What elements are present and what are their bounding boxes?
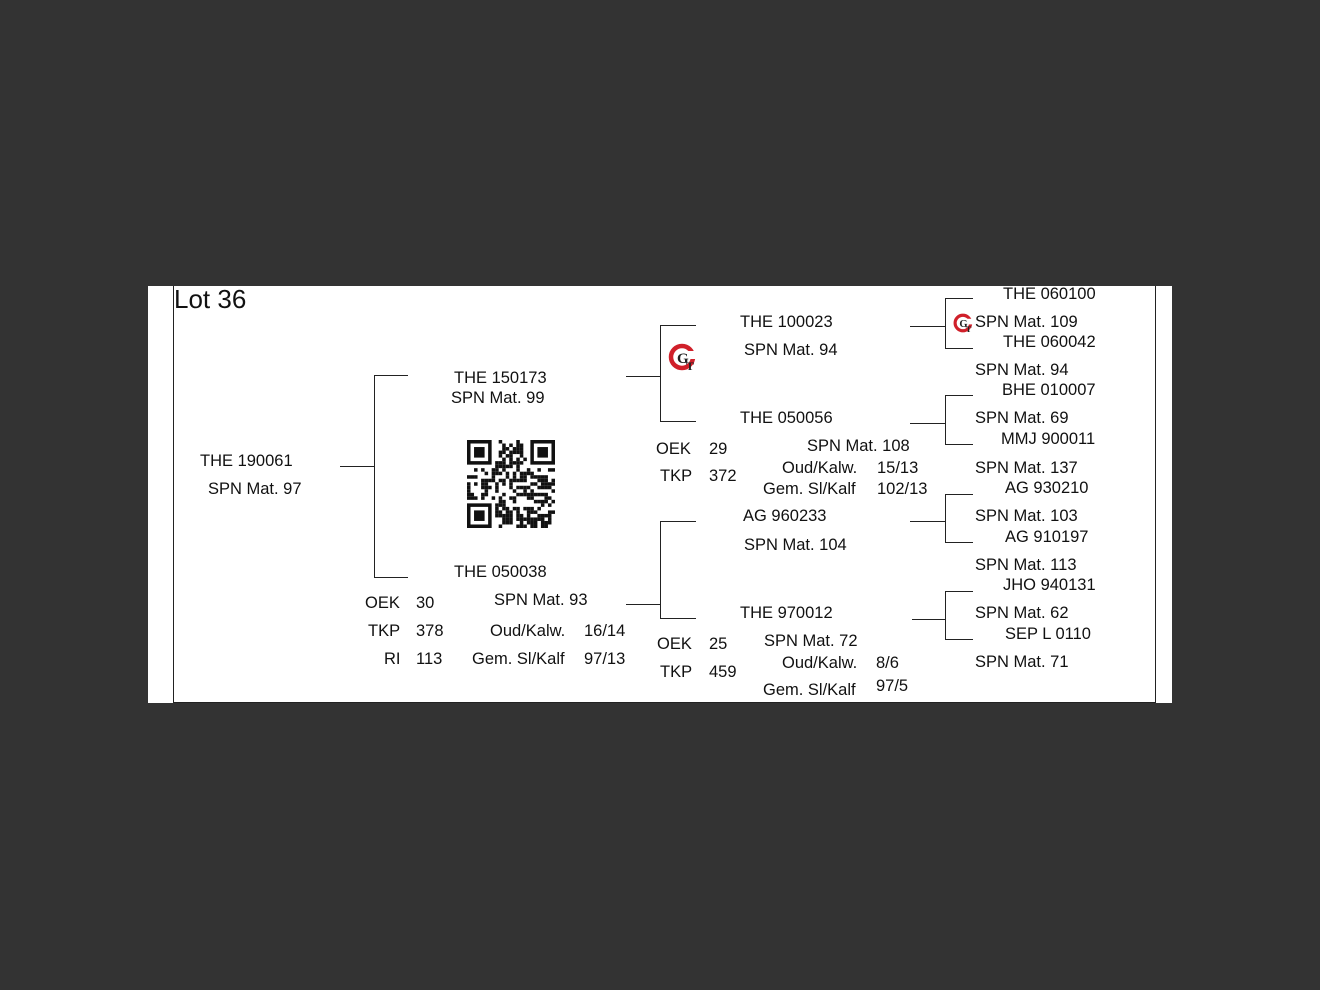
connector bbox=[626, 376, 660, 377]
connector bbox=[660, 325, 661, 422]
dam-oud: 16/14 bbox=[584, 622, 626, 640]
sd-gem: 102/13 bbox=[877, 480, 928, 498]
connector bbox=[945, 395, 946, 445]
connector bbox=[910, 521, 945, 522]
animal-mat: SPN Mat. 97 bbox=[208, 480, 302, 498]
ddd-id: SEP L 0110 bbox=[1005, 625, 1091, 643]
bottom-border bbox=[173, 702, 1156, 703]
gt-logo-icon bbox=[668, 340, 702, 374]
lot-number: Lot 36 bbox=[174, 286, 247, 314]
ds-id: AG 960233 bbox=[743, 507, 827, 525]
dd-mat: SPN Mat. 72 bbox=[764, 632, 858, 650]
dd-oud: 8/6 bbox=[876, 654, 899, 672]
ssd-id: THE 060042 bbox=[1003, 333, 1096, 351]
connector bbox=[660, 325, 696, 326]
sire-mat: SPN Mat. 99 bbox=[451, 389, 545, 407]
dam-tkp: 378 bbox=[416, 622, 444, 640]
dd-id: THE 970012 bbox=[740, 604, 833, 622]
dd-gem-label: Gem. Sl/Kalf bbox=[763, 681, 856, 699]
ds-mat: SPN Mat. 104 bbox=[744, 536, 847, 554]
sd-gem-label: Gem. Sl/Kalf bbox=[763, 480, 856, 498]
dd-oud-label: Oud/Kalw. bbox=[782, 654, 858, 672]
pedigree-document bbox=[148, 286, 1172, 703]
gt-logo-small-icon bbox=[953, 311, 977, 335]
connector bbox=[660, 521, 661, 619]
right-border bbox=[1155, 286, 1156, 703]
connector bbox=[626, 604, 660, 605]
connector bbox=[660, 618, 696, 619]
dam-gem-label: Gem. Sl/Kalf bbox=[472, 650, 565, 668]
ss-id: THE 100023 bbox=[740, 313, 833, 331]
connector bbox=[340, 466, 374, 467]
dam-tkp-label: TKP bbox=[368, 622, 401, 640]
connector bbox=[374, 375, 408, 376]
sd-oek: 29 bbox=[709, 440, 728, 458]
sdd-mat: SPN Mat. 137 bbox=[975, 459, 1078, 477]
qr-code bbox=[467, 440, 555, 528]
dss-id: AG 930210 bbox=[1005, 479, 1089, 497]
svg-text:G: G bbox=[959, 319, 968, 331]
connector bbox=[374, 375, 375, 578]
ddd-mat: SPN Mat. 71 bbox=[975, 653, 1069, 671]
sdd-id: MMJ 900011 bbox=[1001, 430, 1096, 448]
connector bbox=[945, 591, 973, 592]
ssd-mat: SPN Mat. 94 bbox=[975, 361, 1069, 379]
sds-mat: SPN Mat. 69 bbox=[975, 409, 1069, 427]
dss-mat: SPN Mat. 103 bbox=[975, 507, 1078, 525]
connector bbox=[945, 542, 973, 543]
sd-id: THE 050056 bbox=[740, 409, 833, 427]
connector bbox=[660, 421, 696, 422]
logo-letter-t: T bbox=[686, 359, 695, 373]
connector bbox=[910, 326, 945, 327]
connector bbox=[945, 494, 973, 495]
sds-id: BHE 010007 bbox=[1002, 381, 1096, 399]
sss-id: THE 060100 bbox=[1003, 286, 1096, 303]
dam-oek-label: OEK bbox=[365, 594, 400, 612]
dds-mat: SPN Mat. 62 bbox=[975, 604, 1069, 622]
sd-tkp: 372 bbox=[709, 467, 737, 485]
connector bbox=[945, 444, 973, 445]
connector bbox=[945, 639, 973, 640]
logo-letter-g: G bbox=[677, 351, 689, 367]
connector bbox=[660, 521, 696, 522]
dam-mat: SPN Mat. 93 bbox=[494, 591, 588, 609]
dsd-id: AG 910197 bbox=[1005, 528, 1089, 546]
dsd-mat: SPN Mat. 113 bbox=[975, 556, 1077, 574]
sd-oud: 15/13 bbox=[877, 459, 919, 477]
sss-mat: SPN Mat. 109 bbox=[975, 313, 1078, 331]
connector bbox=[910, 423, 945, 424]
svg-text:T: T bbox=[965, 324, 972, 335]
sd-oud-label: Oud/Kalw. bbox=[782, 459, 858, 477]
dds-id: JHO 940131 bbox=[1003, 576, 1096, 594]
dd-oek: 25 bbox=[709, 635, 728, 653]
dd-oek-label: OEK bbox=[657, 635, 692, 653]
connector bbox=[945, 298, 946, 349]
sire-id: THE 150173 bbox=[454, 369, 547, 387]
connector bbox=[945, 348, 973, 349]
left-border bbox=[173, 286, 174, 703]
connector bbox=[945, 298, 973, 299]
dam-oud-label: Oud/Kalw. bbox=[490, 622, 566, 640]
connector bbox=[912, 619, 945, 620]
connector bbox=[374, 577, 408, 578]
ss-mat: SPN Mat. 94 bbox=[744, 341, 838, 359]
sd-tkp-label: TKP bbox=[660, 467, 693, 485]
sd-mat: SPN Mat. 108 bbox=[807, 437, 910, 455]
dam-ri: 113 bbox=[416, 650, 443, 668]
connector bbox=[945, 494, 946, 543]
dd-tkp: 459 bbox=[709, 663, 737, 681]
animal-id: THE 190061 bbox=[200, 452, 293, 470]
dam-gem: 97/13 bbox=[584, 650, 626, 668]
dd-tkp-label: TKP bbox=[660, 663, 693, 681]
dd-gem: 97/5 bbox=[876, 677, 909, 695]
sd-oek-label: OEK bbox=[656, 440, 691, 458]
connector bbox=[945, 591, 946, 640]
dam-ri-label: RI bbox=[384, 650, 401, 668]
dam-oek: 30 bbox=[416, 594, 435, 612]
connector bbox=[945, 395, 973, 396]
dam-id: THE 050038 bbox=[454, 563, 547, 581]
